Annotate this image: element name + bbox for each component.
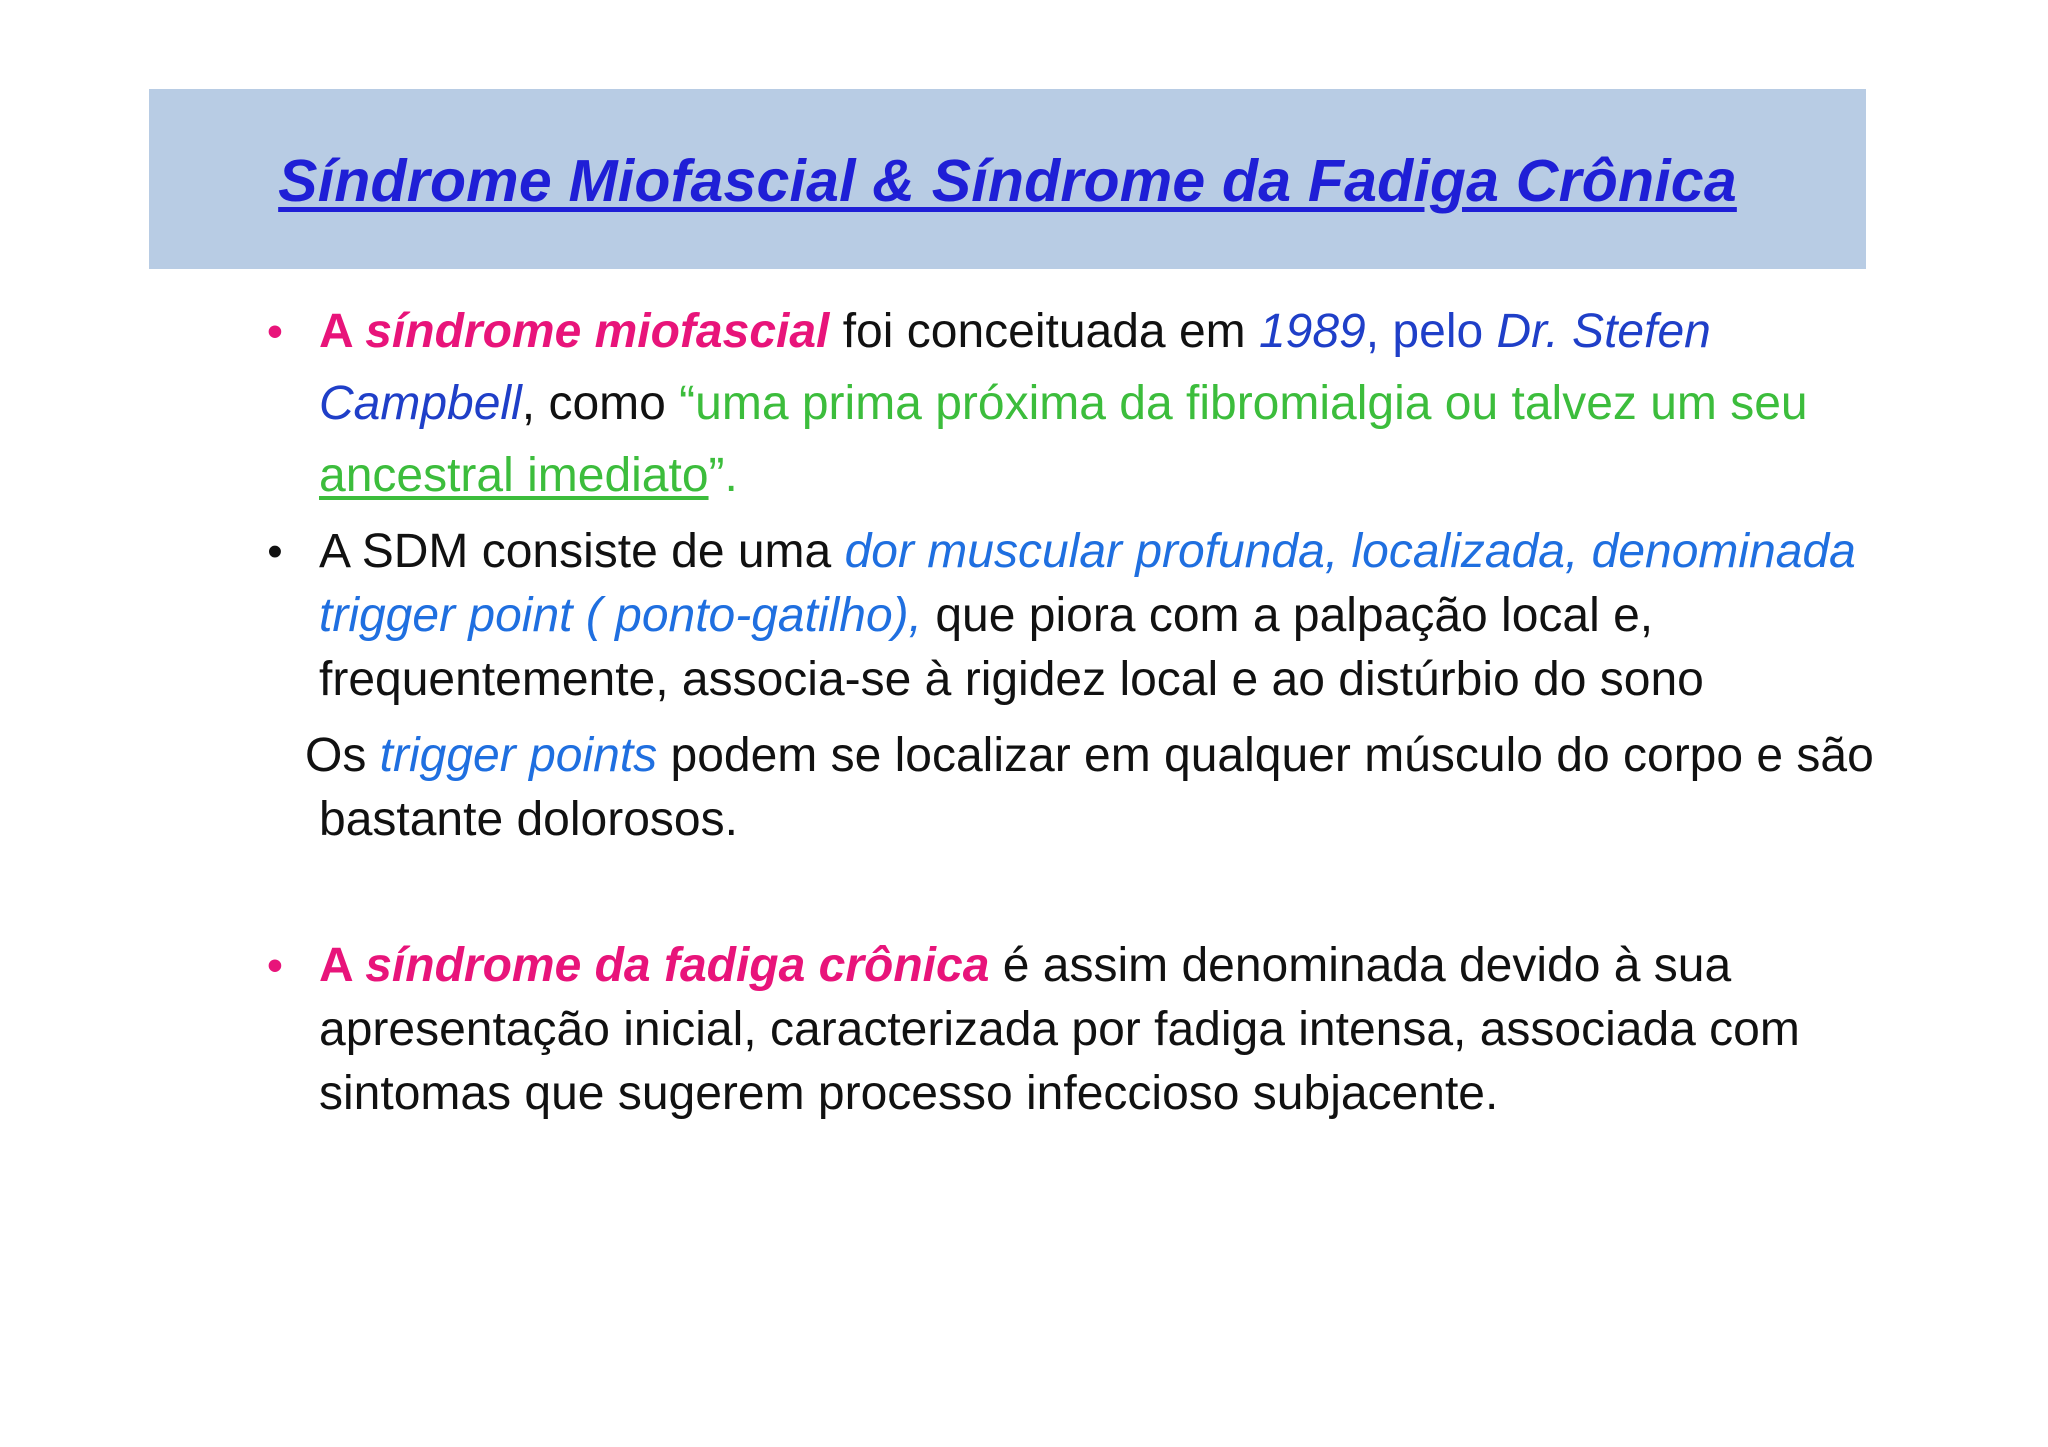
p1-lead: A bbox=[319, 305, 366, 358]
bullet-dot: • bbox=[267, 941, 283, 990]
p2-text-a: A SDM consiste de uma bbox=[319, 525, 845, 578]
bullet-dot: • bbox=[267, 307, 283, 356]
title-band bbox=[149, 89, 1866, 269]
p3-text-a: Os bbox=[305, 729, 380, 782]
p2-highlight: dor muscular profunda, localizada, denominada trigger point ( ponto-gatilho), bbox=[319, 525, 1856, 642]
p4-text-b: é assim denominada devido à sua apresentação inicial, caracterizada por fadiga intensa, associada com sintomas que sugerem processo infeccioso subjacente. bbox=[319, 939, 1800, 1120]
paragraph-3 bbox=[255, 724, 1895, 852]
p1-text-c: , pelo bbox=[1365, 305, 1497, 358]
p3-term: trigger points bbox=[379, 729, 658, 782]
bullet-dot: • bbox=[267, 527, 283, 576]
p2-text-b: que piora com a palpação local e, frequentemente, associa-se à rigidez local e ao distúrbio do sono bbox=[319, 589, 1704, 706]
p1-quote-underlined: ancestral imediato bbox=[319, 449, 709, 502]
p1-text-b: foi conceituada em bbox=[829, 305, 1259, 358]
p4-lead: A bbox=[319, 939, 366, 992]
p1-term: síndrome miofascial bbox=[365, 305, 830, 358]
p1-year: 1989 bbox=[1258, 305, 1366, 358]
p3-text-b: podem se localizar em qualquer músculo do corpo e são bastante dolorosos. bbox=[319, 729, 1874, 846]
p1-quote-end: ”. bbox=[708, 449, 738, 502]
slide-title: Síndrome Miofascial & Síndrome da Fadiga Crônica bbox=[278, 148, 1737, 214]
bullet-paragraph-2 bbox=[255, 520, 1895, 712]
p1-text-d: , como bbox=[521, 377, 680, 430]
bullet-paragraph-1 bbox=[255, 300, 1895, 508]
p1-author: Dr. Stefen Campbell bbox=[319, 305, 1711, 430]
slide-content bbox=[255, 300, 1895, 1126]
p4-term: síndrome da fadiga crônica bbox=[365, 939, 990, 992]
p1-quote: “uma prima próxima da fibromialgia ou talvez um seu bbox=[679, 377, 1808, 430]
bullet-paragraph-4 bbox=[255, 934, 1895, 1126]
